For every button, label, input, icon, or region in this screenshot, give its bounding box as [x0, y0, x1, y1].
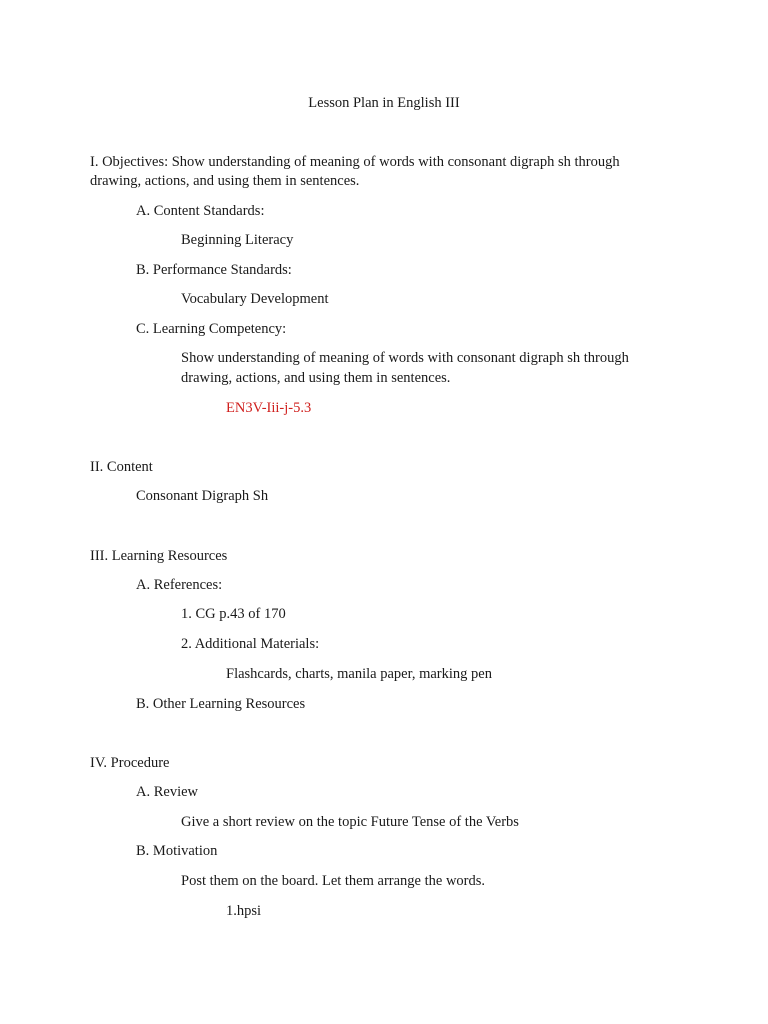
- reference-1: 1. CG p.43 of 170: [181, 606, 286, 622]
- performance-standards-value: Vocabulary Development: [181, 291, 329, 307]
- references-label: A. References:: [136, 577, 223, 593]
- review-value: Give a short review on the topic Future Tense of the Verbs: [181, 814, 519, 830]
- procedure-heading: IV. Procedure: [90, 755, 170, 771]
- reference-2-value: Flashcards, charts, manila paper, marking pen: [226, 666, 492, 682]
- motivation-value: Post them on the board. Let them arrange the words.: [181, 873, 486, 889]
- other-resources-label: B. Other Learning Resources: [136, 696, 306, 712]
- performance-standards-label: B. Performance Standards:: [136, 262, 292, 278]
- competency-code: EN3V-Iii-j-5.3: [226, 400, 312, 416]
- learning-competency-label: C. Learning Competency:: [136, 321, 287, 337]
- content-standards-label: A. Content Standards:: [136, 203, 265, 219]
- motivation-item-1: 1.hpsi: [226, 903, 262, 919]
- learning-resources-heading: III. Learning Resources: [90, 548, 228, 564]
- learning-competency-line1: Show understanding of meaning of words with consonant digraph sh through: [181, 350, 629, 366]
- content-value: Consonant Digraph Sh: [136, 488, 269, 504]
- review-label: A. Review: [136, 784, 199, 800]
- content-heading: II. Content: [90, 459, 153, 475]
- motivation-label: B. Motivation: [136, 843, 218, 859]
- objectives-heading-line2: drawing, actions, and using them in sentences.: [90, 173, 360, 189]
- content-standards-value: Beginning Literacy: [181, 232, 294, 248]
- objectives-heading-line1: I. Objectives: Show understanding of meaning of words with consonant digraph sh through: [90, 154, 620, 170]
- page-title: Lesson Plan in English III: [308, 95, 460, 111]
- reference-2-label: 2. Additional Materials:: [181, 636, 320, 652]
- learning-competency-line2: drawing, actions, and using them in sentences.: [181, 370, 451, 386]
